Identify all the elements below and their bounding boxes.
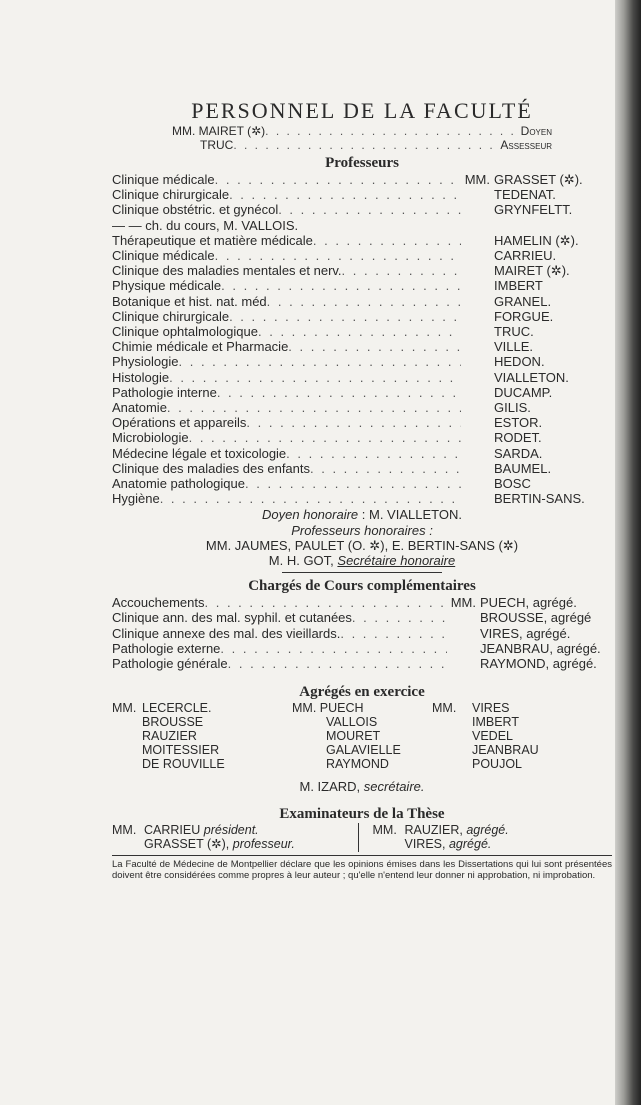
professeur-row (112, 339, 612, 354)
mm-prefix (112, 715, 142, 729)
dot-leader (265, 124, 520, 138)
mm-prefix: MM. (432, 701, 457, 716)
chair-label: Clinique des maladies mentales et nerv. (112, 263, 342, 279)
professeur-row (112, 491, 612, 506)
charge-row (112, 595, 612, 610)
mm-prefix: MM. (112, 822, 137, 837)
dot-leader (313, 233, 461, 248)
professeur-name: HEDON. (494, 354, 545, 370)
chair-label: Clinique médicale (112, 172, 215, 187)
agrege-name: GALAVIELLE (326, 743, 401, 758)
professeur-name: BAUMEL. (494, 460, 552, 476)
charges-list (112, 595, 612, 671)
agrege-name: JEANBRAU (472, 743, 539, 758)
mm-prefix: MM. (292, 701, 317, 716)
professeur-name: MAIRET (✲). (494, 263, 570, 279)
agreges-secretaire (112, 779, 612, 794)
charge-row (112, 641, 612, 656)
professeurs-honoraires-names: MM. JAUMES, PAULET (O. ✲), E. BERTIN-SANS (✲) (205, 537, 519, 553)
agrege-name: IMBERT (472, 715, 519, 730)
agrege-name: VALLOIS (326, 715, 378, 730)
section-heading-examinateurs: Examinateurs de la Thèse (279, 805, 445, 822)
professeur-row (112, 354, 612, 369)
professeurs-list (112, 172, 612, 506)
examinateur-name: VIRES, (404, 837, 446, 851)
professeur-row (112, 446, 612, 461)
charge-name: RAYMOND, agrégé. (480, 656, 597, 672)
examinateur-role: agrégé. (466, 822, 509, 837)
page-title: PERSONNEL DE LA FACULTÉ (191, 98, 533, 123)
examinateurs-right (359, 823, 613, 852)
section-heading-agreges: Agrégés en exercice (299, 684, 425, 701)
mm-prefix (432, 715, 472, 729)
agrege-name: VEDEL (472, 729, 513, 744)
agreges-secretaire-name: M. IZARD, (299, 779, 361, 795)
professeur-name: VILLE. (494, 339, 534, 355)
dot-leader (229, 309, 461, 324)
professeur-name: ESTOR. (494, 415, 543, 431)
course-label: Accouchements (112, 595, 205, 611)
charge-name: BROUSSE, agrégé (480, 610, 592, 626)
divider (282, 572, 442, 573)
course-label: Clinique annexe des mal. des vieillards. (112, 625, 341, 641)
chair-label: Physique médicale (112, 278, 222, 294)
doyen-honoraire-label: Doyen honoraire (262, 507, 359, 523)
professeur-row (112, 202, 612, 217)
chair-label: Hygiène (112, 491, 160, 507)
course-label: Clinique ann. des mal. syphil. et cutanées (112, 610, 352, 626)
professeur-row (112, 370, 612, 385)
chair-label: Anatomie pathologique (112, 476, 245, 492)
professeur-name: CARRIEU. (494, 248, 557, 264)
mm-prefix (112, 757, 142, 771)
officer-row (172, 138, 552, 152)
dot-leader (340, 626, 446, 641)
dot-leader (310, 461, 461, 476)
professeur-row (112, 430, 612, 445)
course-label: Pathologie externe (112, 640, 221, 656)
professeur-row (112, 385, 612, 400)
chair-label: Clinique obstétric. et gynécol (112, 202, 279, 218)
dot-leader (288, 339, 460, 354)
chair-label: Chimie médicale et Pharmacie (112, 339, 289, 355)
chair-label: Thérapeutique et matière médicale (112, 232, 313, 248)
officers (172, 124, 552, 152)
professeur-name: SARDA. (494, 445, 543, 461)
dot-leader (217, 385, 461, 400)
agrege-cell (292, 729, 432, 743)
mm-prefix (112, 743, 142, 757)
professeurs-honoraires-label: Professeurs honoraires : (291, 522, 433, 538)
agrege-name: BROUSSE (142, 715, 204, 730)
agrege-cell (292, 715, 432, 729)
examinateur-name: RAUZIER, (404, 822, 463, 837)
officer-role: Doyen (520, 124, 552, 138)
dot-leader (233, 138, 500, 152)
dot-leader (205, 595, 447, 610)
chair-label: Clinique médicale (112, 248, 215, 264)
dot-leader (189, 430, 461, 445)
chair-label: Histologie (112, 369, 170, 385)
dot-leader (352, 610, 447, 625)
doyen-honoraire (112, 507, 612, 522)
section-heading-professeurs: Professeurs (325, 155, 399, 171)
examinateurs-left (112, 823, 359, 852)
examinateurs-table (112, 823, 612, 852)
professeur-name: IMBERT (494, 278, 543, 294)
examinateur-name: CARRIEU (144, 822, 201, 837)
agrege-name: RAUZIER (142, 729, 197, 744)
chair-label: Opérations et appareils (112, 415, 247, 431)
mm-prefix: MM. (450, 595, 476, 611)
dot-leader (245, 476, 461, 491)
page-content (112, 98, 612, 882)
examinateur-name: GRASSET (✲), (144, 837, 230, 851)
professeur-row (112, 461, 612, 476)
mm-prefix: MM. (372, 822, 397, 837)
professeur-name: GRASSET (✲). (494, 172, 583, 187)
agrege-name: PUECH (319, 701, 364, 716)
charge-name: PUECH, agrégé. (480, 595, 577, 611)
examinateur-row (112, 823, 352, 838)
dot-leader (160, 491, 461, 506)
charge-row (112, 610, 612, 625)
professeur-name: GRANEL. (494, 293, 552, 309)
dot-leader (221, 278, 461, 293)
secretaire-honoraire-label: Secrétaire honoraire (337, 553, 456, 569)
mm-prefix: MM. (464, 172, 490, 187)
dot-leader (286, 446, 461, 461)
professeur-row (112, 294, 612, 309)
dot-leader (215, 248, 461, 263)
professeur-name: GILIS. (494, 400, 531, 416)
agrege-name: MOURET (326, 729, 381, 744)
mm-prefix (432, 757, 472, 771)
professeur-row (112, 263, 612, 278)
book-binding-edge (615, 0, 641, 1105)
dot-leader (342, 263, 461, 278)
officer-name: TRUC (200, 138, 234, 152)
professeur-row (112, 248, 612, 263)
agrege-cell (292, 757, 432, 771)
dot-leader (246, 415, 460, 430)
examinateur-row (373, 823, 613, 838)
professeur-name: VIALLETON. (494, 369, 569, 385)
agrege-name: MOITESSIER (142, 743, 220, 758)
chair-label: Physiologie (112, 354, 179, 370)
dot-leader (167, 400, 461, 415)
professeur-row (112, 278, 612, 293)
examinateur-role: professeur. (232, 837, 295, 851)
chair-label: Médecine légale et toxicologie (112, 445, 287, 461)
examinateur-row (373, 837, 613, 852)
professeur-name: TRUC. (494, 324, 534, 340)
charge-name: JEANBRAU, agrégé. (480, 640, 601, 656)
agreges-grid (112, 701, 612, 771)
professeur-name: DUCAMP. (494, 384, 553, 400)
chair-label: Pathologie interne (112, 384, 217, 400)
agrege-name: VIRES (472, 701, 510, 716)
professeur-row (112, 187, 612, 202)
examinateur-role: président. (203, 822, 259, 837)
chair-label: Botanique et hist. nat. méd (112, 293, 267, 309)
chair-label: Clinique ophtalmologique (112, 324, 258, 340)
agrege-cell (292, 701, 432, 715)
professeur-name: BOSC (494, 476, 531, 492)
secretaire-honoraire (112, 553, 612, 568)
professeur-name: HAMELIN (✲). (494, 232, 579, 248)
mm-prefix (432, 743, 472, 757)
dot-leader (215, 172, 461, 187)
agrege-name: DE ROUVILLE (142, 757, 225, 772)
agrege-name: LECERCLE. (142, 701, 212, 716)
chair-label: Clinique chirurgicale (112, 308, 230, 324)
chair-label: — — ch. du cours, M. VALLOIS. (112, 217, 299, 233)
professeur-name: GRYNFELTT. (494, 202, 573, 218)
agrege-name: POUJOL (472, 757, 523, 772)
dot-leader (228, 656, 447, 671)
professeur-row (112, 233, 612, 248)
professeur-row (112, 172, 612, 187)
dot-leader (278, 202, 461, 217)
charge-row (112, 626, 612, 641)
professeur-name: BERTIN-SANS. (494, 491, 585, 507)
mm-prefix: MM. (112, 701, 137, 716)
dot-leader (229, 187, 461, 202)
section-heading-charges: Chargés de Cours complémentaires (248, 578, 476, 595)
chair-label: Anatomie (112, 400, 167, 416)
professeur-row (112, 309, 612, 324)
faculty-notice: La Faculté de Médecine de Montpellier déclare que les opinions émises dans les Dissertations qui lui sont présentées doivent être considérées comme propres à leur auteur ; qu'elle n'entend leur donner ni approbation, ni improbation. (112, 858, 612, 881)
dot-leader (258, 324, 461, 339)
agrege-name: RAYMOND (326, 757, 389, 772)
mm-prefix (432, 729, 472, 743)
doyen-honoraire-name: : M. VIALLETON. (361, 507, 462, 523)
professeur-name: FORGUE. (494, 308, 554, 324)
chair-label: Clinique des maladies des enfants (112, 460, 311, 476)
dot-leader (267, 294, 461, 309)
chair-label: Clinique chirurgicale (112, 187, 230, 203)
professeur-name: TEDENAT. (494, 187, 556, 203)
professeur-row (112, 324, 612, 339)
examinateur-role: agrégé. (448, 837, 492, 851)
officer-row (172, 124, 552, 138)
charge-name: VIRES, agrégé. (480, 625, 571, 641)
professeur-row (112, 415, 612, 430)
dot-leader (169, 370, 461, 385)
professeur-row (112, 400, 612, 415)
professeur-row (112, 218, 612, 233)
secretaire-honoraire-name: M. H. GOT, (268, 553, 334, 569)
course-label: Pathologie générale (112, 656, 228, 672)
divider (112, 855, 612, 856)
professeur-row (112, 476, 612, 491)
charge-row (112, 656, 612, 671)
chair-label: Microbiologie (112, 430, 189, 446)
agrege-cell (292, 743, 432, 757)
agreges-secretaire-label: secrétaire. (363, 779, 425, 795)
dot-leader (179, 354, 461, 369)
professeur-name: RODET. (494, 430, 542, 446)
examinateur-row (112, 837, 352, 852)
officer-role: Assesseur (500, 138, 552, 152)
dot-leader (220, 641, 446, 656)
officer-name: MM. MAIRET (✲) (172, 124, 266, 138)
mm-prefix (112, 729, 142, 743)
